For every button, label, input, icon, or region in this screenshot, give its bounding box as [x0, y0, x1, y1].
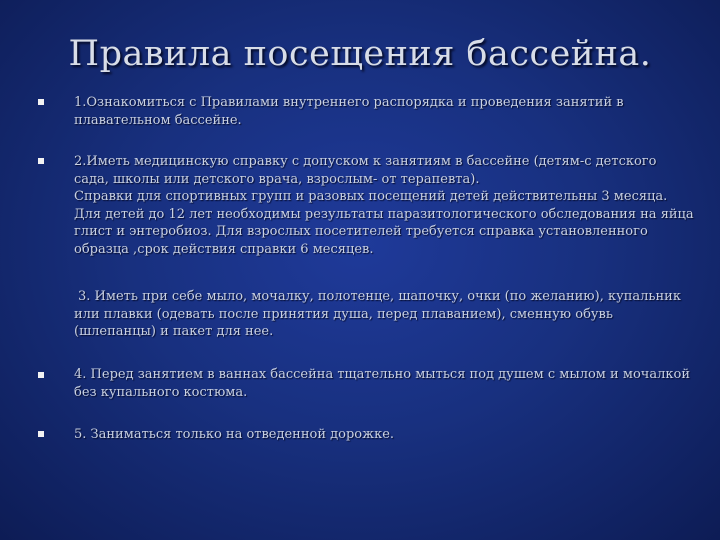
list-item-text: 4. Перед занятием в ваннах бассейна тщательно мыться под душем с мылом и мочалкой без купального костюма.: [74, 367, 691, 400]
list-item-2: [74, 153, 694, 258]
list-item-text: 2.Иметь медицинскую справку с допуском к занятиям в бассейне (детям-с детского сада, школы или детского врача, взрослым- от терапевта).: [74, 154, 657, 187]
list-item-text-continued: Справки для спортивных групп и разовых посещений детей действительны 3 месяца. Для детей до 12 лет необходимы результаты паразитологического обследования на яйца глист и энтеробиоз. Для взрослых посетителей требуется справка установленного образца ,срок действия справки 6 месяцев.: [74, 189, 694, 257]
bullet-square-icon: [38, 372, 44, 378]
list-item-text: 5. Заниматься только на отведенной дорожке.: [74, 427, 395, 442]
bullet-square-icon: [38, 99, 44, 105]
list-item-5: [74, 426, 694, 444]
slide-title: Правила посещения бассейна.: [68, 34, 652, 74]
bullet-square-icon: [38, 431, 44, 437]
list-item-1: [74, 94, 694, 129]
bullet-square-icon: [38, 158, 44, 164]
list-item-text: 3. Иметь при себе мыло, мочалку, полотенце, шапочку, очки (по желанию), купальник или плавки (одевать после принятия душа, перед плаванием), сменную обувь (шлепанцы) и пакет для нее.: [74, 289, 681, 339]
list-item-4: [74, 366, 694, 401]
list-item-text: 1.Ознакомиться с Правилами внутреннего распорядка и проведения занятий в плавательном бассейне.: [74, 95, 624, 128]
list-item-3: [74, 288, 694, 341]
